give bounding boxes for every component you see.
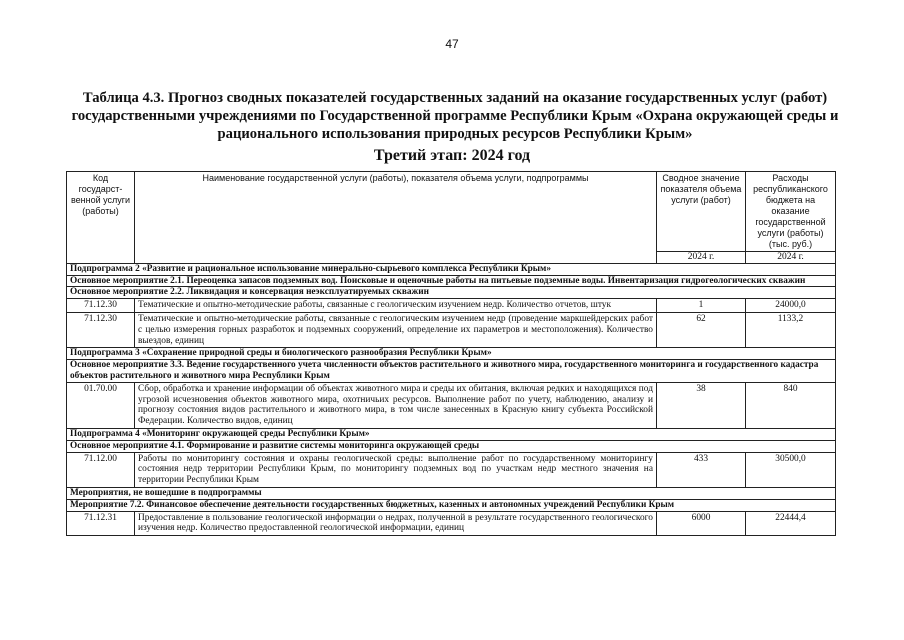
section-heading: Основное мероприятие 3.3. Ведение государственного учета численности объектов растительного и животного мира, государственного мониторинга и государственного кадастра объектов растительного и животного мира Республики Крым (67, 360, 836, 383)
service-code: 71.12.00 (67, 452, 135, 487)
service-code: 71.12.30 (67, 299, 135, 313)
table-title: Таблица 4.3. Прогноз сводных показателей государственных заданий на оказание государственных услуг (работ) государственными учреждениями по Государственной программе Республики Крым «Охрана окружающей среды и рационального использования природных ресурсов Республики Крым» (71, 90, 839, 142)
service-name: Работы по мониторингу состояния и охраны геологической среды: выполнение работ по государственному мониторингу состояния недр территории Республики Крым, по мониторингу подземных вод по участкам недр местного значения на территории Республики Крым (135, 452, 657, 487)
section-heading: Мероприятие 7.2. Финансовое обеспечение деятельности государственных бюджетных, казенных и автономных учреждений Республики Крым (67, 499, 836, 511)
section-row (67, 275, 836, 287)
section-row (67, 287, 836, 299)
page-number: 47 (445, 37, 459, 51)
table-body (67, 172, 836, 536)
volume-value: 38 (657, 382, 746, 428)
volume-value: 6000 (657, 511, 746, 536)
section-heading: Подпрограмма 2 «Развитие и рациональное использование минерально-сырьевого комплекса Республики Крым» (67, 263, 836, 275)
section-row (67, 348, 836, 360)
header-code: Код государст-венной услуги (работы) (67, 172, 135, 264)
section-heading: Мероприятия, не вошедшие в подпрограммы (67, 487, 836, 499)
forecast-table (66, 171, 836, 536)
table-row (67, 511, 836, 536)
section-heading: Основное мероприятие 2.1. Переоценка запасов подземных вод. Поисковые и оценочные работы на питьевые подземные воды. Инвентаризация гидрогеологических скважин (67, 275, 836, 287)
expense-value: 22444,4 (746, 511, 836, 536)
header-year-expense: 2024 г. (746, 252, 836, 264)
section-row (67, 440, 836, 452)
service-name: Сбор, обработка и хранение информации об объектах животного мира и среды их обитания, включая редких и находящихся под угрозой исчезновения объектов животного мира, охотничьих ресурсов. Выполнение работ по учету, наблюдению, анализу и прогнозу состояния видов растительного и животного мира, в том числе занесенных в Красную книгу субъекта Российской Федерации. Количество видов, единиц (135, 382, 657, 428)
table-row (67, 312, 836, 347)
header-value: Сводное значение показателя объема услуги (работ) (657, 172, 746, 252)
volume-value: 1 (657, 299, 746, 313)
service-name: Предоставление в пользование геологической информации о недрах, полученной в результате государственного геологического изучения недр. Количество предоставленной геологической информации, единиц (135, 511, 657, 536)
section-heading: Основное мероприятие 4.1. Формирование и развитие системы мониторинга окружающей среды (67, 440, 836, 452)
volume-value: 433 (657, 452, 746, 487)
expense-value: 840 (746, 382, 836, 428)
stage-heading: Третий этап: 2024 год (373, 147, 531, 164)
service-code: 01.70.00 (67, 382, 135, 428)
service-name: Тематические и опытно-методические работы, связанные с геологическим изучением недр (проведение маркшейдерских работ с целью измерения горных разработок и подземных сооружений, определение их параметров и местоположения). Количество выездов, единиц (135, 312, 657, 347)
section-row (67, 487, 836, 499)
section-heading: Подпрограмма 3 «Сохранение природной среды и биологического разнообразия Республики Крым» (67, 348, 836, 360)
header-name: Наименование государственной услуги (работы), показателя объема услуги, подпрограммы (135, 172, 657, 264)
header-expense: Расходы республиканского бюджета на оказание государственной услуги (работы) (тыс. руб.) (746, 172, 836, 252)
expense-value: 24000,0 (746, 299, 836, 313)
table-row (67, 299, 836, 313)
service-code: 71.12.31 (67, 511, 135, 536)
section-heading: Подпрограмма 4 «Мониторинг окружающей среды Республики Крым» (67, 428, 836, 440)
header-row (67, 172, 836, 252)
expense-value: 1133,2 (746, 312, 836, 347)
volume-value: 62 (657, 312, 746, 347)
header-year-value: 2024 г. (657, 252, 746, 264)
section-row (67, 428, 836, 440)
table-row (67, 452, 836, 487)
table-row (67, 382, 836, 428)
section-row (67, 499, 836, 511)
section-row (67, 263, 836, 275)
service-code: 71.12.30 (67, 312, 135, 347)
section-heading: Основное мероприятие 2.2. Ликвидация и консервация неэксплуатируемых скважин (67, 287, 836, 299)
service-name: Тематические и опытно-методические работы, связанные с геологическим изучением недр. Количество отчетов, штук (135, 299, 657, 313)
section-row (67, 360, 836, 383)
expense-value: 30500,0 (746, 452, 836, 487)
